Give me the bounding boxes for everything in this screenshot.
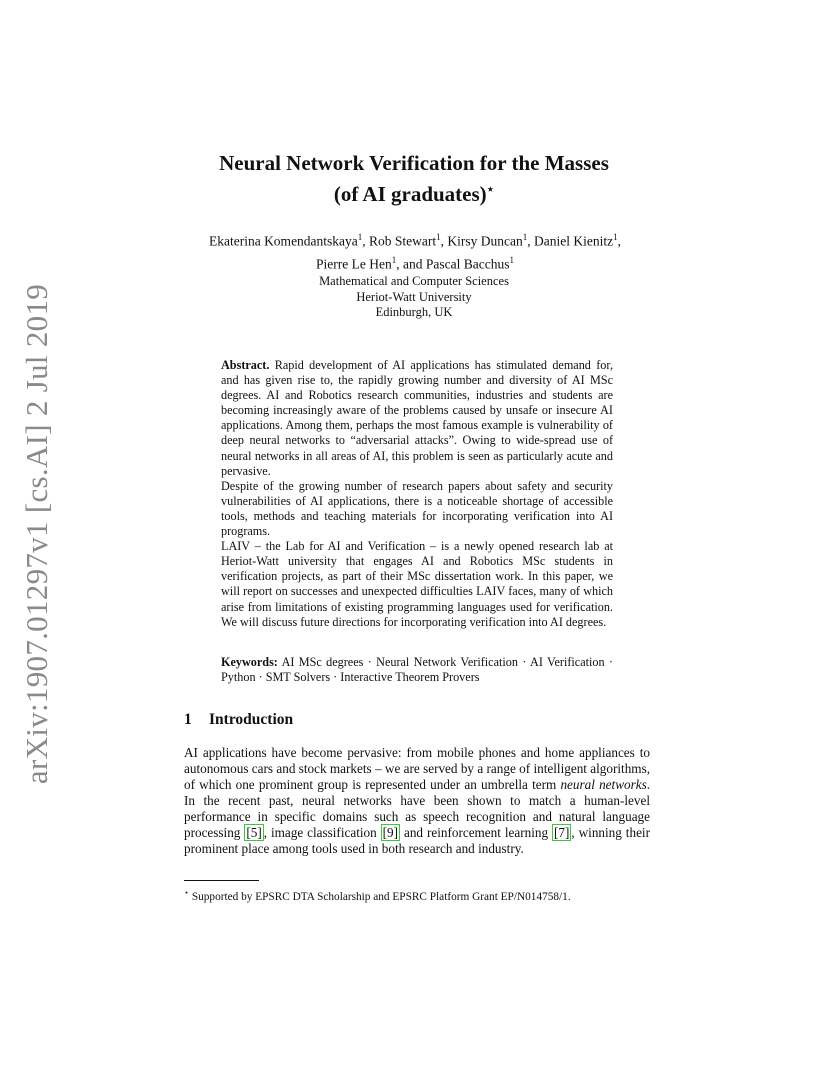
author-5-affil: 1 (391, 254, 397, 265)
author-sep: , (617, 233, 622, 249)
affiliation-university: Heriot-Watt University (356, 289, 472, 304)
author-and: , and (396, 256, 426, 271)
intro-text-5: , winning their prominent place among tools used in both research and industry. (184, 825, 650, 856)
intro-paragraph (184, 745, 650, 857)
title-line-2-text: (of AI graduates) (333, 182, 487, 206)
author-1: Ekaterina Komendantskaya (208, 233, 358, 249)
keywords (221, 655, 613, 685)
abstract (221, 358, 613, 630)
author-6: Pascal Bacchus (425, 256, 510, 271)
keywords-label: Keywords: (221, 655, 278, 669)
affiliation-department: Mathematical and Computer Sciences (319, 274, 509, 288)
author-1-affil: 1 (357, 232, 363, 242)
intro-text-3: , image classification (263, 825, 381, 840)
affiliation-location: Edinburgh, UK (375, 305, 453, 319)
citation-link-7[interactable]: [7] (554, 825, 570, 840)
author-3: Kirsy Duncan (447, 233, 523, 249)
abstract-paragraph-1 (221, 358, 613, 479)
intro-text-2: . In the recent past, neural networks have been shown to match a human-level performance in specific domains such as speech recognition and natural language processing (184, 777, 650, 840)
section-number: 1 (184, 711, 192, 728)
keywords-paragraph (221, 655, 613, 685)
intro-text-1: AI applications have become pervasive: from mobile phones and home appliances to autonomous cars and stock markets – we are served by a range of intelligent algorithms, of which one prominent group is represented under an umbrella term (184, 745, 650, 792)
footnote (184, 886, 684, 904)
author-2: Rob Stewart (369, 233, 437, 249)
title-line-1: Neural Network Verification for the Masses (219, 151, 609, 175)
arxiv-side-stamp (10, 283, 64, 785)
author-6-affil: 1 (509, 254, 514, 265)
intro-emphasis: neural networks (560, 777, 647, 792)
author-2-affil: 1 (436, 232, 441, 242)
title-footnote-mark: ⋆ (486, 182, 495, 196)
intro-text-4: and reinforcement learning (400, 825, 553, 840)
paper-title (0, 150, 828, 207)
author-5: Pierre Le Hen (316, 256, 392, 271)
arxiv-identifier: arXiv:1907.01297v1 [cs.AI] 2 Jul 2019 (19, 283, 54, 785)
abstract-text-1: Rapid development of AI applications has stimulated demand for, and has given rise to, the rapidly growing number and diversity of AI MSc degrees. AI and Robotics research communities, industries and students are becoming increasingly aware of the problems caused by unsafe or insecure AI applications. Among them, perhaps the most famous example is vulnerability of deep neural networks to “adversarial attacks”. Owing to wide-spread use of neural networks in all areas of AI, this problem is seen as particularly acute and pervasive. (221, 358, 613, 478)
introduction-body (184, 745, 650, 857)
footnote-rule (184, 880, 259, 881)
author-sep: , (362, 233, 370, 249)
author-3-affil: 1 (522, 232, 528, 242)
keywords-text: AI MSc degrees · Neural Network Verification · AI Verification · Python · SMT Solvers · Interactive Theorem Provers (221, 655, 613, 685)
footnote-text: Supported by EPSRC DTA Scholarship and EPSRC Platform Grant EP/N014758/1. (189, 890, 571, 903)
abstract-label: Abstract. (221, 358, 270, 372)
author-sep: , (527, 233, 535, 249)
author-4: Daniel Kienitz (534, 233, 614, 249)
citation-link-5[interactable]: [5] (246, 825, 262, 840)
abstract-paragraph-2: Despite of the growing number of research papers about safety and security vulnerabilities of AI applications, there is a noticeable shortage of accessible tools, methods and teaching materials for incorporating verification into AI programs. (221, 478, 613, 539)
section-title: Introduction (209, 711, 294, 728)
title-line-2 (0, 176, 828, 207)
citation-link-9[interactable]: [9] (382, 825, 399, 840)
abstract-paragraph-3: LAIV – the Lab for AI and Verification – is a newly opened research lab at Heriot-Watt university that engages AI and Robotics MSc students in verification projects, as part of their MSc dissertation work. In this paper, we will report on successes and unexpected difficulties LAIV faces, many of which arise from limitations of existing programming languages used for verification. We will discuss future directions for incorporating verification into AI degrees. (221, 539, 613, 629)
author-4-affil: 1 (613, 232, 618, 242)
section-heading (184, 711, 293, 729)
footnote-mark: ⋆ (184, 888, 190, 897)
affiliation (0, 274, 828, 321)
author-list (150, 228, 680, 273)
author-sep: , (440, 233, 448, 249)
